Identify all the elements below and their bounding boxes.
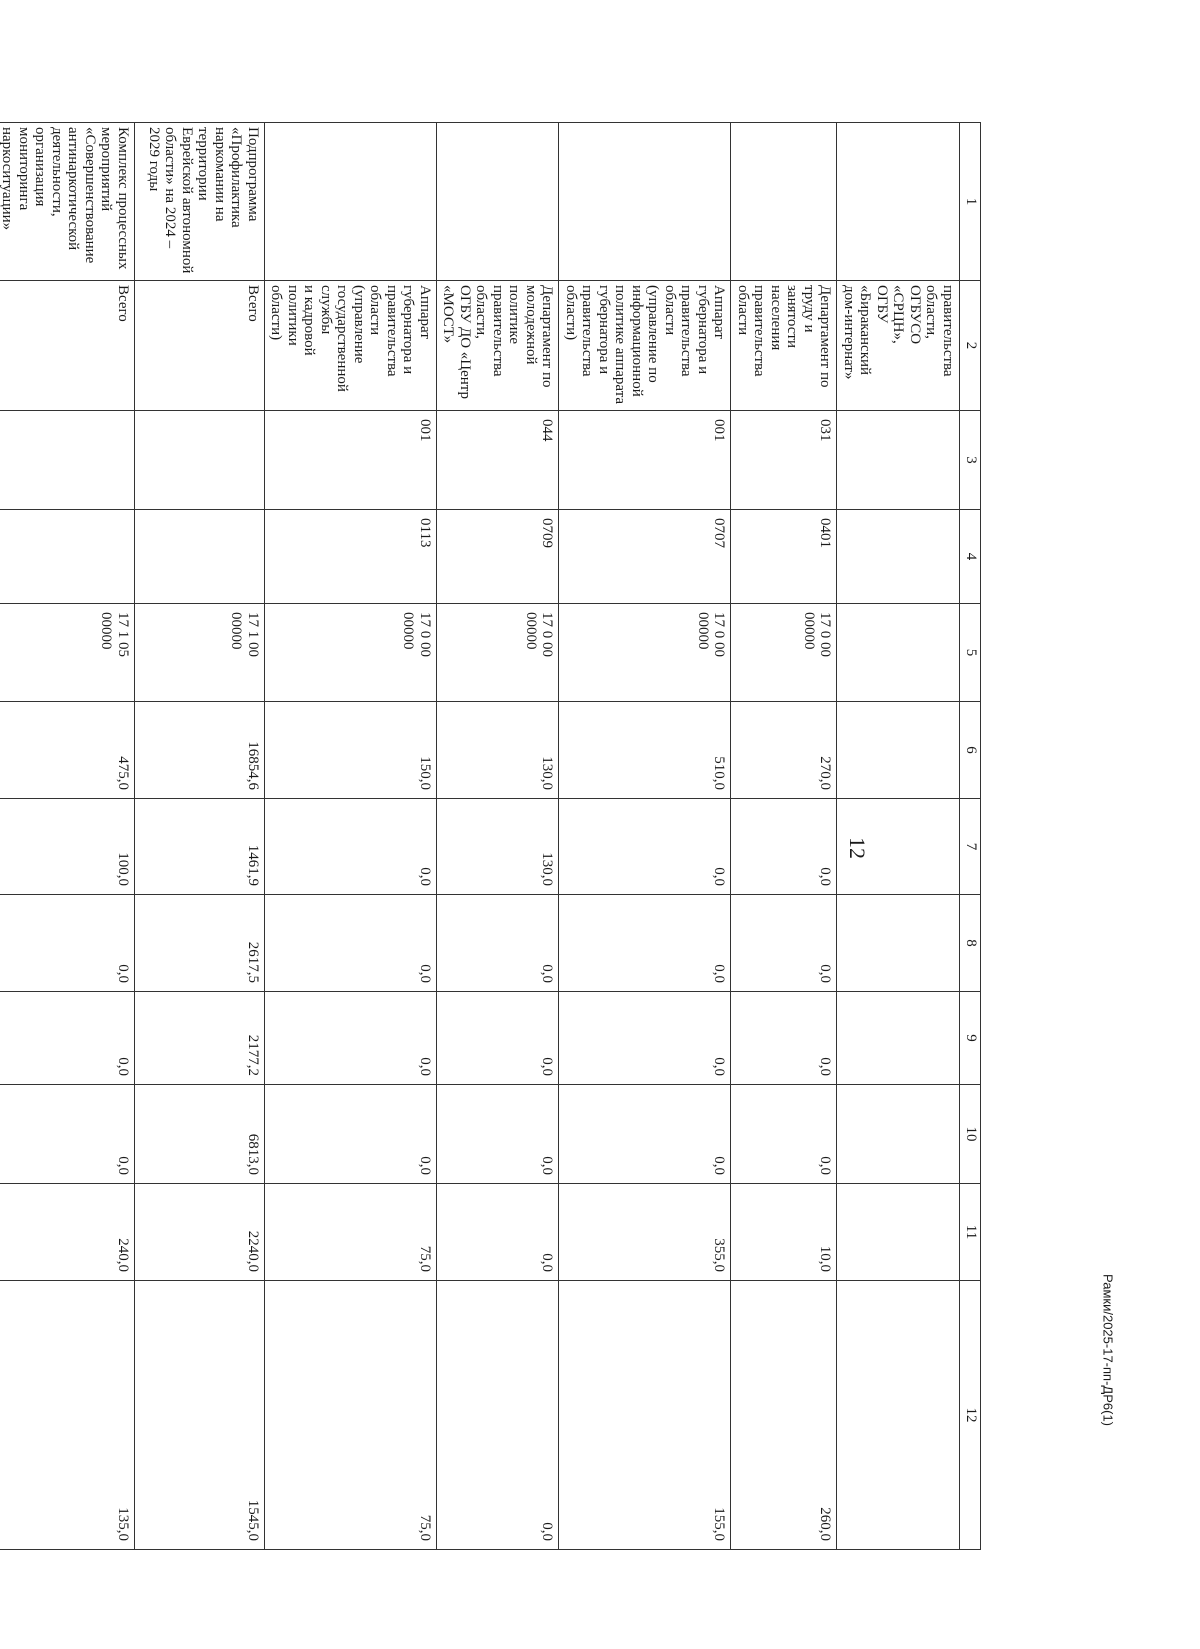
year-2024-cell — [837, 799, 960, 895]
program-name-cell — [265, 123, 437, 281]
ministry-code-cell: 001 — [559, 411, 731, 510]
program-name-cell — [559, 123, 731, 281]
year-2028-cell: 10,0 — [731, 1184, 837, 1281]
table-row — [0, 123, 135, 1550]
year-2029-cell — [837, 1281, 960, 1550]
ministry-code-cell: 001 — [265, 411, 437, 510]
year-2029-cell: 260,0 — [731, 1281, 837, 1550]
total-amount-cell: 150,0 — [265, 702, 437, 799]
header-cell: 10 — [960, 1085, 981, 1184]
header-cell: 7 — [960, 799, 981, 895]
header-cell: 11 — [960, 1184, 981, 1281]
table-row — [437, 123, 560, 1550]
year-2027-cell: 0,0 — [559, 1085, 731, 1184]
year-2028-cell: 240,0 — [0, 1184, 135, 1281]
table-body — [0, 123, 981, 1550]
executor-cell: Аппарат губернатора и правительства области (управление государственной службы и кадровой политики области) — [265, 281, 437, 411]
year-2024-cell: 100,0 — [0, 799, 135, 895]
year-2024-cell: 0,0 — [731, 799, 837, 895]
table-row — [135, 123, 265, 1550]
target-item-cell: 17 0 00 00000 — [265, 604, 437, 702]
program-name-cell — [437, 123, 560, 281]
target-item-cell: 17 0 00 00000 — [731, 604, 837, 702]
header-cell: 4 — [960, 510, 981, 604]
year-2029-cell: 1545,0 — [135, 1281, 265, 1550]
executor-cell: Всего — [135, 281, 265, 411]
header-cell: 8 — [960, 895, 981, 992]
year-2025-cell: 0,0 — [731, 895, 837, 992]
year-2029-cell: 155,0 — [559, 1281, 731, 1550]
ministry-code-cell: 044 — [437, 411, 560, 510]
year-2029-cell: 75,0 — [265, 1281, 437, 1550]
section-code-cell — [135, 510, 265, 604]
table-row — [837, 123, 960, 1550]
year-2027-cell: 0,0 — [265, 1085, 437, 1184]
document-reference: Рамки/2025-17-пп-ДР6(1) — [1100, 1273, 1116, 1427]
year-2028-cell — [837, 1184, 960, 1281]
section-code-cell: 0113 — [265, 510, 437, 604]
year-2025-cell: 2617,5 — [135, 895, 265, 992]
section-code-cell: 0709 — [437, 510, 560, 604]
executor-cell: Департамент по молодежной политике правительства области, ОГБУ ДО «Центр «МОСТ» — [437, 281, 560, 411]
executor-cell: Аппарат губернатора и правительства области (управление по информационной политике аппарата губернатора и правительства области) — [559, 281, 731, 411]
year-2024-cell: 0,0 — [559, 799, 731, 895]
year-2024-cell: 130,0 — [437, 799, 560, 895]
header-cell: 1 — [960, 123, 981, 281]
year-2029-cell: 135,0 — [0, 1281, 135, 1550]
target-item-cell — [837, 604, 960, 702]
budget-table-container — [0, 122, 981, 1549]
year-2025-cell: 0,0 — [0, 895, 135, 992]
year-2025-cell: 0,0 — [559, 895, 731, 992]
section-code-cell: 0401 — [731, 510, 837, 604]
year-2027-cell: 0,0 — [437, 1085, 560, 1184]
executor-cell: правительства области, ОГБУСО «СРЦН», ОГБУ «Бираканский дом-интернат» — [837, 281, 960, 411]
ministry-code-cell — [0, 411, 135, 510]
year-2026-cell: 2177,2 — [135, 992, 265, 1085]
year-2027-cell: 0,0 — [0, 1085, 135, 1184]
year-2026-cell: 0,0 — [731, 992, 837, 1085]
header-cell: 6 — [960, 702, 981, 799]
target-item-cell: 17 0 00 00000 — [437, 604, 560, 702]
program-name-cell — [731, 123, 837, 281]
year-2026-cell: 0,0 — [437, 992, 560, 1085]
year-2025-cell: 0,0 — [265, 895, 437, 992]
year-2028-cell: 0,0 — [437, 1184, 560, 1281]
year-2027-cell: 0,0 — [731, 1085, 837, 1184]
year-2029-cell: 0,0 — [437, 1281, 560, 1550]
year-2025-cell: 0,0 — [437, 895, 560, 992]
header-cell: 3 — [960, 411, 981, 510]
ministry-code-cell: 031 — [731, 411, 837, 510]
header-cell: 2 — [960, 281, 981, 411]
total-amount-cell — [837, 702, 960, 799]
total-amount-cell: 130,0 — [437, 702, 560, 799]
year-2026-cell: 0,0 — [0, 992, 135, 1085]
target-item-cell: 17 1 00 00000 — [135, 604, 265, 702]
page-number: 12 — [845, 837, 870, 859]
total-amount-cell: 270,0 — [731, 702, 837, 799]
section-code-cell — [837, 510, 960, 604]
target-item-cell: 17 0 00 00000 — [559, 604, 731, 702]
executor-cell: Департамент по труду и занятости населения правительства области — [731, 281, 837, 411]
header-cell: 9 — [960, 992, 981, 1085]
year-2026-cell: 0,0 — [559, 992, 731, 1085]
year-2027-cell: 6813,0 — [135, 1085, 265, 1184]
total-amount-cell: 16854,6 — [135, 702, 265, 799]
ministry-code-cell — [135, 411, 265, 510]
ministry-code-cell — [837, 411, 960, 510]
total-amount-cell: 510,0 — [559, 702, 731, 799]
program-name-cell: Комплекс процессных мероприятий «Совершенствование антинаркотической деятельности, организация мониторинга наркоситуации» — [0, 123, 135, 281]
target-item-cell: 17 1 05 00000 — [0, 604, 135, 702]
table-row — [731, 123, 837, 1550]
year-2025-cell — [837, 895, 960, 992]
year-2024-cell: 1461,9 — [135, 799, 265, 895]
program-name-cell — [837, 123, 960, 281]
year-2027-cell — [837, 1085, 960, 1184]
year-2026-cell — [837, 992, 960, 1085]
year-2026-cell: 0,0 — [265, 992, 437, 1085]
program-name-cell: Подпрограмма «Профилактика наркомании на территории Еврейской автономной области» на 2024 – 2029 годы — [135, 123, 265, 281]
total-amount-cell: 475,0 — [0, 702, 135, 799]
header-cell: 5 — [960, 604, 981, 702]
table-row — [559, 123, 731, 1550]
executor-cell: Всего — [0, 281, 135, 411]
section-code-cell: 0707 — [559, 510, 731, 604]
year-2028-cell: 75,0 — [265, 1184, 437, 1281]
year-2028-cell: 2240,0 — [135, 1184, 265, 1281]
year-2024-cell: 0,0 — [265, 799, 437, 895]
section-code-cell — [0, 510, 135, 604]
table-row — [265, 123, 437, 1550]
budget-table — [0, 122, 981, 1550]
header-cell: 12 — [960, 1281, 981, 1550]
header-row — [960, 123, 981, 1550]
year-2028-cell: 355,0 — [559, 1184, 731, 1281]
